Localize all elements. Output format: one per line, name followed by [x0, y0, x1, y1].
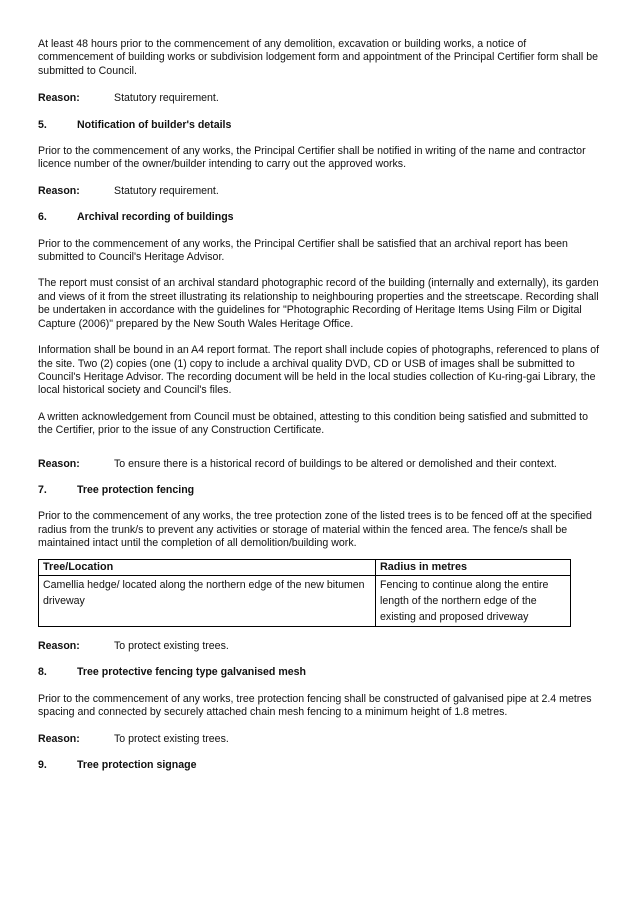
section-number: 5.	[38, 118, 47, 131]
reason-4	[38, 92, 600, 105]
reason-label: Reason:	[38, 457, 80, 470]
table-cell: Camellia hedge/ located along the northern edge of the new bitumen driveway	[39, 575, 376, 626]
table-header-row	[39, 559, 571, 575]
reason-text: To protect existing trees.	[114, 732, 229, 745]
section-6-paragraph-4: A written acknowledgement from Council must be obtained, attesting to this condition being satisfied and submitted to the Certifier, prior to the issue of any Construction Certificate.	[38, 410, 589, 437]
document-page	[38, 38, 600, 785]
reason-text: Statutory requirement.	[114, 184, 219, 197]
section-title: Archival recording of buildings	[77, 211, 234, 224]
reason-7	[38, 640, 600, 653]
section-6-paragraph-3: Information shall be bound in an A4 report format. The report shall include copies of photographs, referenced to plans of the site. Two (2) copies (one (1) copy to include a archival quality DVD, CD or USB of images shall be submitted to Council's Heritage Advisor. The recording document will be held in the local studies collection of Ku-ring-gai Library, the local historical society and Council's files.	[38, 344, 600, 397]
section-heading-6	[38, 211, 600, 224]
table-header-cell: Radius in metres	[376, 559, 571, 575]
reason-label: Reason:	[38, 92, 80, 105]
reason-5	[38, 185, 600, 198]
section-heading-7	[38, 484, 600, 497]
section-title: Tree protective fencing type galvanised mesh	[77, 666, 307, 679]
table-header-cell: Tree/Location	[39, 559, 376, 575]
reason-label: Reason:	[38, 184, 80, 197]
section-title: Tree protection fencing	[77, 483, 195, 496]
reason-6	[38, 458, 600, 471]
section-number: 6.	[38, 211, 47, 224]
section-number: 7.	[38, 483, 47, 496]
reason-8	[38, 733, 600, 746]
section-number: 8.	[38, 666, 47, 679]
reason-label: Reason:	[38, 639, 80, 652]
section-number: 9.	[38, 759, 47, 771]
section-title: Notification of builder's details	[77, 118, 232, 131]
section-6-paragraph-2: The report must consist of an archival standard photographic record of the building (internally and externally), its garden and views of it from the street illustrating its relationship to neighbouring properties and the streetscape. Recording shall be undertaken in accordance with the guidelines for "Photographic Recording of Heritage Items Using Film or Digital Capture (2006)" prepared by the New South Wales Heritage Office.	[38, 277, 599, 330]
reason-text: To ensure there is a historical record of buildings to be altered or demolished and their context.	[114, 457, 557, 470]
tree-table	[38, 559, 571, 627]
reason-label: Reason:	[38, 732, 80, 745]
intro-paragraph: At least 48 hours prior to the commencement of any demolition, excavation or building works, a notice of commencement of building works or subdivision lodgement form and appointment of the Principal Certifier form shall be submitted to Council.	[38, 38, 598, 77]
table-cell: Fencing to continue along the entire length of the northern edge of the existing and proposed driveway	[376, 575, 571, 626]
section-heading-9	[38, 759, 600, 772]
section-8-paragraph: Prior to the commencement of any works, tree protection fencing shall be constructed of galvanised pipe at 2.4 metres spacing and connected by securely attached chain mesh fencing to a minimum height of 1.8 metres.	[38, 692, 592, 719]
table-row	[39, 575, 571, 626]
section-5-paragraph: Prior to the commencement of any works, the Principal Certifier shall be notified in writing of the name and contractor licence number of the owner/builder intending to carry out the approved works.	[38, 145, 586, 171]
reason-text: To protect existing trees.	[114, 639, 229, 652]
section-title: Tree protection signage	[77, 759, 197, 771]
section-heading-5	[38, 119, 600, 132]
section-7-paragraph: Prior to the commencement of any works, the tree protection zone of the listed trees is to be fenced off at the specified radius from the trunk/s to prevent any activities or storage of material within the fenced area. The fence/s shall be maintained intact until the completion of all demolition/building work.	[38, 510, 592, 550]
section-6-paragraph-1: Prior to the commencement of any works, the Principal Certifier shall be satisfied that an archival report has been submitted to Council's Heritage Advisor.	[38, 237, 568, 264]
section-heading-8	[38, 666, 600, 679]
reason-text: Statutory requirement.	[114, 92, 219, 105]
